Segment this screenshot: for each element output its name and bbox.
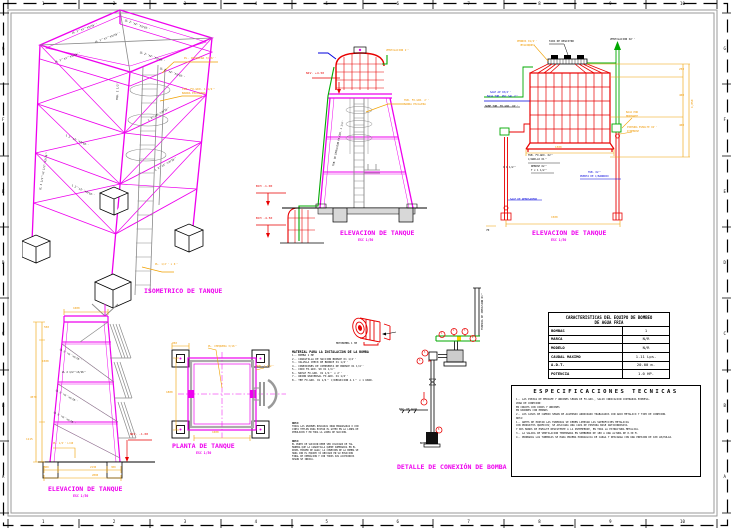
materials-list-item: 8.- TEE FO.GDO. O1 1/4'' C/REDUCCION A 1'' x 1 UNID. <box>292 378 374 382</box>
tank-label: TUB. FO.GDO. O2'' <box>528 154 554 157</box>
ruler-letter-right: E <box>723 188 726 194</box>
table-row <box>549 343 669 352</box>
elev-member-label: 2L 2''x2''x3/16'' <box>53 411 77 426</box>
table-row <box>549 335 669 344</box>
ruler-letter-left: D <box>2 259 5 265</box>
iso-ladder-label: BARRA ESCALERA <box>182 91 206 95</box>
ruler-letter-left: G <box>2 45 5 51</box>
tank-label: T x 1 1/2'' <box>531 169 548 172</box>
isometric-view-drawing <box>22 5 273 310</box>
iso-member-label: L 2''x2''x3/16'' <box>147 106 171 122</box>
dim-label: 400 <box>679 123 685 127</box>
plan-label: TUB. 1 1/2'' <box>256 365 275 368</box>
specs-title: ESPECIFICACIONES TECNICAS <box>533 389 679 395</box>
dim-label: 1,050 <box>690 99 694 108</box>
scale-label: ESC 1/50 <box>551 238 567 242</box>
tank-label: BAJA POR <box>626 111 639 114</box>
ruler-number-top: 9 <box>609 1 612 6</box>
water-level-label: NIV. DE AGUA <box>399 408 418 411</box>
iso-member-label: 2L 2''x2''x3/16'' <box>54 51 81 64</box>
ruler-number-top: 5 <box>325 1 328 6</box>
table-cell: N/R <box>642 344 650 350</box>
scale-label: ESC 1/50 <box>358 238 374 242</box>
spec-line: 1.- LAS PIEZAS DE EMPALME Y UNIONES SERAN DE FO.GDO., SALVO INDICACION CONTRARIA EXPRESA. <box>516 398 650 401</box>
tower-elevation-drawing <box>30 300 170 500</box>
dim-label: 1800 <box>166 390 173 394</box>
note-line: EL PUNTO DE SUCCION DEBE SER COLOCADO DE TAL <box>292 443 353 446</box>
dim-label: 1000 <box>73 306 80 310</box>
dim-label: 300 <box>111 466 116 469</box>
note-line: TODAS LAS UNIONES ROSCADAS IRAN ENGRASADAS O CON <box>292 425 359 428</box>
left-elevation-title: ELEVACION DE TANQUE <box>48 485 123 493</box>
tank-label: PUERTA DE C/BARRIDO <box>580 175 609 178</box>
elev-member-label: 2L 2''x2''x3/16'' <box>59 348 83 363</box>
spec-line: 1.- ANTES DE PINTAR LAS TUBERIAS SE DEBEN LIMPIAR LAS SUPERFICIES METALICAS <box>516 420 629 424</box>
tank-label: REBOSE O2'' <box>531 165 548 168</box>
pump-pipe-label: TUBERIA DE IMPULSION O1'' <box>481 292 484 330</box>
ruler-number-bottom: 5 <box>325 518 328 524</box>
spec-line: CON PRODUCTOS QUIMICOS; SE APLICARA UNA CAPA DE PINTURA BASE ANTICORROSIVA <box>516 424 628 428</box>
ruler-number-bottom: 9 <box>609 518 612 524</box>
ruler-letter-left: B <box>2 402 5 408</box>
mid-elevation-drawing <box>252 42 437 257</box>
dim-label: 550 <box>44 325 50 329</box>
ruler-letter-left: F <box>2 117 5 123</box>
iso-member-label: 2L 2''x2''x3/16'' <box>94 31 121 44</box>
ruler-letter-right: F <box>723 117 726 123</box>
valve-number: 7 <box>423 400 425 403</box>
table-cell: MODELO <box>549 344 623 352</box>
scale-label: ESC 1/50 <box>196 451 212 455</box>
table-cell: POTENCIA <box>549 370 623 378</box>
pump-label: BOMBA <box>420 442 428 445</box>
dim-label: 70 <box>486 228 490 232</box>
pump-characteristics-table <box>548 312 670 379</box>
table-cell: 1.0 HP. <box>637 370 654 376</box>
valve-number: 4 <box>472 336 474 339</box>
dim-label: 1000 <box>212 430 219 434</box>
table-cell: 1.11 Lps. <box>635 353 657 359</box>
note-title: NOTA: <box>292 440 300 443</box>
tank-label: MONTANTE <box>626 115 639 118</box>
ruler-number-bottom: 8 <box>538 518 541 524</box>
table-cell: N/R <box>642 336 650 342</box>
iso-member-label: 2L 2''x2''x3/16'' <box>71 22 98 35</box>
valve-number: 5 <box>424 351 426 354</box>
table-row <box>549 327 669 335</box>
note-title: NOTA: <box>292 422 300 425</box>
iso-member-label: 2L 2''x2''x3/16'' <box>159 67 186 79</box>
tank-label: TUB. O2'' <box>588 171 602 174</box>
dim-label: 2800 <box>92 474 99 477</box>
ruler-letter-right: B <box>723 402 726 408</box>
mid-elevation-title: ELEVACION DE TANQUE <box>340 229 415 237</box>
ruler-number-top: 7 <box>467 1 470 6</box>
note-block-1 <box>292 422 410 434</box>
ruler-number-top: 6 <box>396 1 399 6</box>
iso-member-label: 2L 2''x2''x3/16'' <box>139 51 166 63</box>
technical-specs-box <box>511 385 701 477</box>
spec-line: ZONA DE CONEXION: <box>516 401 542 405</box>
tank-label: SALE DE REBOSADERO <box>510 198 538 201</box>
note-line: FINAL DE OPERACION Y CON TODOS SUS ACCESORIOS <box>292 455 355 459</box>
ruler-letter-right: A <box>723 474 726 480</box>
ruler-number-bottom: 7 <box>467 518 470 524</box>
valve-number: 6 <box>419 359 421 362</box>
table-title: CARACTERISTICAS DEL EQUIPO DE BOMBEO DE AGUA FRIA <box>549 313 669 327</box>
valve-number: 1 <box>441 332 443 335</box>
valve-number: 3 <box>464 329 466 332</box>
dim-label: 1500 <box>42 359 49 363</box>
iso-baseplate-label: PL. 1/2'' x 6'' <box>155 263 179 266</box>
ruler-number-top: 4 <box>254 1 258 6</box>
valve-number: 8 <box>438 428 440 431</box>
materials-notes-title: MATERIAL PARA LA INSTALACION DE LA BOMBA <box>292 350 369 354</box>
tank-label: O 1 1/2'' <box>503 166 517 169</box>
iso-member-label: TUB. 2 1/2'' <box>116 81 120 101</box>
isometric-title: ISOMETRICO DE TANQUE <box>144 287 223 295</box>
level-marker: BCH -1.00 <box>256 184 273 188</box>
level-marker: NIV. +4.50 <box>306 71 325 75</box>
table-cell: 1 <box>644 327 648 333</box>
tank-label: SUBE TUB. FO.GDO. O2'' <box>485 105 519 108</box>
materials-notes-list <box>292 354 414 382</box>
ruler-letter-left: E <box>2 188 5 194</box>
right-elevation-title: ELEVACION DE TANQUE <box>532 229 607 237</box>
materials-list-item: 2.- CANASTILLA DE SUCCION BRONCE O1 1/4'' <box>292 357 357 361</box>
tank-label: P/REBOSE <box>627 130 640 133</box>
dim-label: 1300 <box>555 145 562 149</box>
spec-line: NOTA: <box>516 416 524 420</box>
materials-list-item: 6.- NIPLE FO.GDO. O1 1/4'' x 2'' <box>292 371 342 375</box>
elev-member-label: 2L 2''x2''x3/16'' <box>55 389 79 404</box>
plan-title: PLANTA DE TANQUE <box>172 442 235 450</box>
ruler-letter-right: G <box>723 45 726 51</box>
spec-line: EN UNIONES CON PERNOS <box>516 409 548 413</box>
dim-label: 2130 <box>90 466 97 469</box>
ruler-number-top: 3 <box>183 1 187 6</box>
dim-label: 1500 <box>551 215 558 219</box>
tank-label: VENTILACION O2'' <box>610 38 635 41</box>
pump-label: MOTOBOMBA 1 HP <box>336 342 358 345</box>
pump-detail-title: DETALLE DE CONEXIÓN DE BOMBA <box>397 463 507 471</box>
ruler-letter-left: C <box>2 331 5 337</box>
dim-label: 350 <box>172 341 178 345</box>
dim-label: 4570 <box>30 395 37 399</box>
ruler-number-bottom: 2 <box>112 518 116 524</box>
vent-label: VENTILACION 2'' <box>386 49 410 52</box>
iso-member-label: 2L 2 1/2''x2 1/2''x3/16'' <box>39 151 49 191</box>
iso-plate-label: PL. CHEQUERA 3/16'' <box>184 56 216 60</box>
elev-member-label: 2L 2 1/2''x3/16'' <box>62 371 87 374</box>
scale-label: ESC 1/50 <box>73 494 89 498</box>
note-line: CINTA TEFLON PARA EVITAR EL GOTEO EN LA LINEA DE <box>292 428 359 432</box>
ruler-number-bottom: 4 <box>254 518 258 524</box>
mid-pipe-label: TUB. DE IMPULSION FO.GDO. 1 1/4'' <box>332 119 345 167</box>
plan-view-drawing <box>168 340 298 450</box>
iso-ladder-label: TUB. FO.GDO. 1 1/2'' <box>182 87 216 91</box>
ruler-number-bottom: 10 <box>680 518 685 524</box>
dim-label: 250 <box>679 67 685 71</box>
plan-label: PL. CHEQUERA 3/16'' <box>208 345 238 348</box>
level-marker: NIV. -1.00 <box>130 432 149 436</box>
note-line: IMPULSION Y EN TODA LA LINEA DE SUCCION. <box>292 431 348 435</box>
ruler-number-top: 10 <box>680 1 685 6</box>
tank-label: TAPA DE REGISTRO <box>549 40 574 43</box>
dim-label: 1115 <box>26 437 33 441</box>
spec-line: EN CRUCES CON CODOS Y UNIONES <box>516 405 560 409</box>
dim-label: 300 <box>44 466 49 469</box>
ruler-number-top: 1 <box>41 1 45 6</box>
ruler-number-top: 8 <box>538 1 541 6</box>
baseplate-label: PL. 1/2'' L=40 <box>53 442 74 445</box>
iso-member-label: L 2''x2''x3/16'' <box>65 134 90 148</box>
table-cell: 20.00 m. <box>636 362 656 368</box>
mid-ladder-label: TUB. FO.GDO. 2'' <box>404 99 429 102</box>
note-line: MANERA QUE LA CANASTILLA QUEDE SUMERGIDA EN EL <box>292 446 356 450</box>
spec-line: Y DOS MANOS DE ESMALTE RESISTENTE A LA INTEMPERIE, EN TODA LA ESTRUCTURA METALICA. <box>516 428 640 431</box>
tank-elevation-drawing <box>484 36 696 248</box>
tank-label: C/ANILLO O1'' <box>528 158 548 161</box>
dim-label: 400 <box>679 93 685 97</box>
tank-label: BAJA TUB. PVC SAL 2'' <box>487 95 519 98</box>
ruler-number-bottom: 6 <box>396 518 399 524</box>
materials-notes <box>292 350 414 382</box>
materials-list-item: 3.- VALVULA CHECK DE BRONCE O1 1/4'' <box>292 361 349 364</box>
spec-line: 2.- LOS CASOS DE CAMBIO SERAN DE ALUMINIO ANODIZADO TRABAJADOS CON ARCO METALICO Y TIPO DE CONEXION. <box>516 413 667 416</box>
tank-label: T x 3/4'' <box>521 44 536 47</box>
note-line: HARA CON EL EQUIPO YA UBICADO EN SU POSICION <box>292 452 353 456</box>
ruler-letter-right: D <box>723 259 726 265</box>
table-cell: MARCA <box>549 336 623 344</box>
iso-member-label: L 2''x2''x3/16'' <box>154 156 178 172</box>
spec-line: 3.- LA SALIDA DE VENTILACION TERMINARA EN SOMBRERO DE 180 A UNA ALTURA DE 0.30 M. <box>516 431 638 435</box>
materials-list-item: 5.- CODO FO.GDO. 90 O1 1/4'' <box>292 368 336 371</box>
ruler-number-top: 2 <box>112 1 116 6</box>
spec-line: 4.- PROBADAS LAS TUBERIAS SE HARA PRUEBA HIDRAULICA DE CARGA Y DESCARGA CON UNA PRESION DE 100 LB/PULG2. <box>516 435 673 439</box>
tank-label: PERNOS O1/2'' <box>517 40 538 43</box>
materials-list-item: 4.- CONEXIONES DE COMPUERTA DE BRONCE O1 1/4'' <box>292 364 364 368</box>
ruler-number-bottom: 1 <box>41 518 45 524</box>
note-line: NIVEL MINIMO DE AGUA; LA CONEXION DE LA BOMBA SE <box>292 449 359 453</box>
table-row <box>549 369 669 378</box>
table-cell: CAUDAL MAXIMO <box>549 353 623 361</box>
table-row <box>549 352 669 361</box>
mid-ladder-label: BARRA ESCALERA <box>404 103 426 106</box>
ruler-letter-left: A <box>2 474 5 480</box>
iso-member-label: L 2''x2''x3/16'' <box>71 184 96 198</box>
ruler-number-bottom: 3 <box>183 518 187 524</box>
valve-number: 2 <box>453 329 455 332</box>
iso-member-label: 2L 2''x2''x3/16'' <box>124 19 151 31</box>
materials-list-item: 7.- UNION UNIVERSAL FO.GDO. O1 1/4'' <box>292 375 349 378</box>
table-cell: A.D.T. <box>549 362 623 370</box>
tank-label: PINTURA ESMALTE O2'' <box>627 126 658 129</box>
table-row <box>549 361 669 370</box>
table-cell: BOMBAS <box>549 327 623 335</box>
ruler-letter-right: C <box>723 331 726 337</box>
level-marker: BCH -4.50 <box>256 216 273 220</box>
note-line: SEGUN SE INDICA. <box>292 458 315 462</box>
tank-label: SALE AP O3/4'' <box>490 91 512 94</box>
note-block-2 <box>292 440 410 462</box>
materials-list-item: 1.- BOMBA 1 HP <box>292 354 314 357</box>
